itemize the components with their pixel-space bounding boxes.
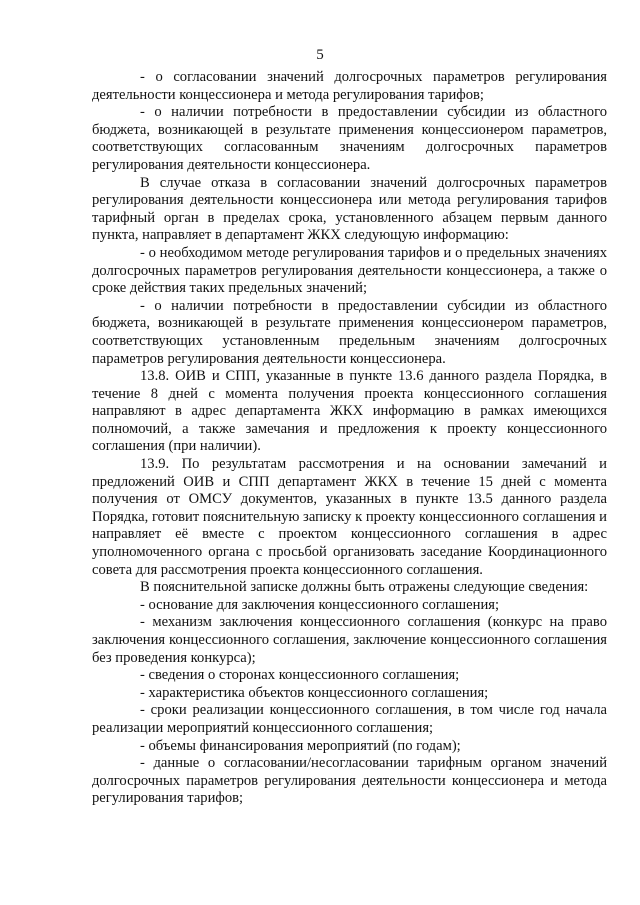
paragraph-13-8: 13.8. ОИВ и СПП, указанные в пункте 13.6 данного раздела Порядка, в течение 8 дней с момента получения проекта концессионного соглашения направляют в адрес департамента ЖКХ информацию в рамках имеющихся полномочий, а также замечания и предложения к проекту концессионного соглашения (при наличии). (92, 368, 607, 455)
list-item-basis: - основание для заключения концессионного соглашения; (140, 596, 500, 613)
paragraph-refusal-case: В случае отказа в согласовании значений долгосрочных параметров регулирования деятельности концессионера или метода регулирования тарифов тарифный орган в пределах срока, установленного абзацем первым данного пункта, направляет в департамент ЖКХ следующую информацию: (92, 174, 607, 244)
paragraph-subsidy-need: - о наличии потребности в предоставлении субсидии из областного бюджета, возникающей в результате применения концессионером параметров, соответствующих согласованным значениям долгосрочных параметров регулирования деятельности концессионера. (92, 104, 607, 173)
list-item-financing: - объемы финансирования мероприятий (по годам); (140, 737, 461, 754)
list-item-mechanism: - механизм заключения концессионного соглашения (конкурс на право заключения концессионного соглашения, заключение концессионного соглашения без проведения конкурса); (92, 614, 607, 666)
list-item-parties: - сведения о сторонах концессионного соглашения; (140, 667, 460, 684)
paragraph-13-9: 13.9. По результатам рассмотрения и на основании замечаний и предложений ОИВ и СПП департамент ЖКХ в течение 15 дней с момента получения от ОМСУ документов, указанных в пункте 13.5 данного раздела Порядка, готовит пояснительную записку к проекту концессионного соглашения и направляет её вместе с проектом концессионного соглашения в адрес уполномоченного органа с просьбой организовать заседание Координационного совета для рассмотрения проекта концессионного соглашения. (92, 456, 607, 578)
list-item-tariff-approval: - данные о согласовании/несогласовании тарифным органом значений долгосрочных параметров регулирования деятельности концессионера и метода регулирования тарифов; (92, 755, 607, 807)
list-item-terms: - сроки реализации концессионного соглашения, в том числе год начала реализации мероприятий концессионного соглашения; (92, 702, 607, 736)
list-item-objects: - характеристика объектов концессионного соглашения; (140, 684, 489, 701)
page-number: 5 (316, 47, 324, 63)
paragraph-note-intro: В пояснительной записке должны быть отражены следующие сведения: (140, 579, 589, 596)
paragraph-subsidy-need-limits: - о наличии потребности в предоставлении субсидии из областного бюджета, возникающей в результате применения концессионером параметров, соответствующих установленным предельным значениям долгосрочных параметров регулирования деятельности концессионера. (92, 297, 607, 367)
paragraph-approval-params: - о согласовании значений долгосрочных параметров регулирования деятельности концессионера и метода регулирования тарифов; (92, 69, 607, 103)
document-body (92, 69, 607, 808)
paragraph-required-method: - о необходимом методе регулирования тарифов и о предельных значениях долгосрочных параметров регулирования деятельности концессионера, а также о сроке действия таких предельных значений; (92, 244, 607, 297)
